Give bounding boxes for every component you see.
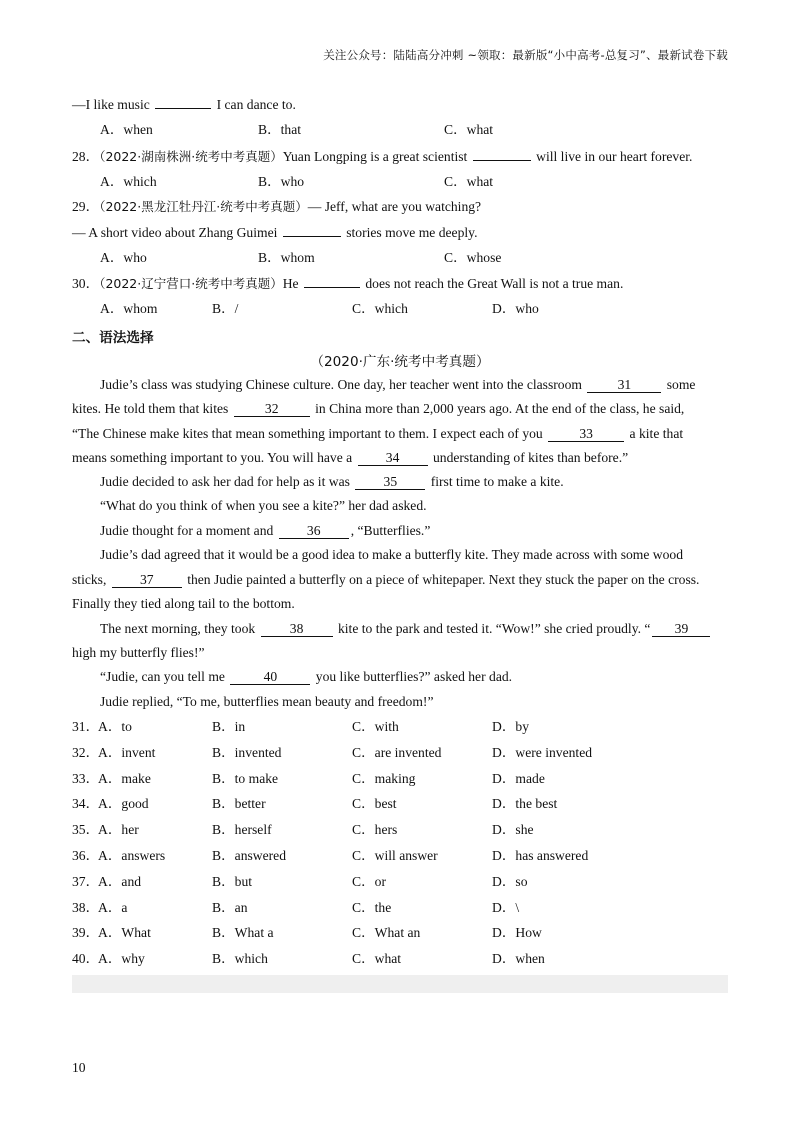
question-source: （2022·辽宁营口·统考中考真题） — [99, 276, 283, 291]
passage-line — [72, 449, 628, 467]
option-row-number: 33． — [72, 770, 100, 786]
blank-34: 34 — [358, 451, 428, 466]
question-number: 28． — [72, 149, 100, 164]
passage-text: then Judie painted a butterfly on a piece of whitepaper. Next they stuck the paper on the cross. — [187, 572, 700, 587]
option-row-number: 39． — [72, 925, 100, 941]
question-29 — [72, 198, 481, 216]
option-d: D．by — [492, 719, 530, 734]
option-a: A．good — [98, 796, 149, 812]
option-a: A．invent — [98, 744, 156, 760]
passage-text: Judie’s class was studying Chinese culture. One day, her teacher went into the classroom — [100, 377, 582, 392]
passage-text: means something important to you. You will have a — [72, 450, 353, 465]
passage-line — [100, 473, 564, 491]
blank-36: 36 — [279, 524, 349, 539]
blank-32: 32 — [234, 402, 310, 417]
passage-source: （2020·广东·统考中考真题） — [310, 354, 490, 370]
blank-40: 40 — [230, 670, 310, 685]
option-c: C．are invented — [352, 744, 442, 760]
passage-text: sticks, — [72, 572, 107, 587]
passage-text: first time to make a kite. — [430, 474, 564, 489]
question-text: — A short video about Zhang Guimei — [72, 225, 278, 240]
option-c: C．what — [444, 122, 494, 137]
option-a: A．which — [100, 174, 157, 189]
passage-text: Judie thought for a moment and — [100, 523, 274, 538]
option-a: A．who — [100, 250, 147, 265]
passage-text: Judie decided to ask her dad for help as it was — [100, 474, 350, 489]
option-d: D．made — [492, 770, 545, 786]
footer-bar — [72, 975, 728, 993]
passage-text: some — [666, 377, 696, 392]
question-number: 29． — [72, 199, 100, 214]
question-text: stories move me deeply. — [346, 225, 478, 240]
question-28 — [72, 147, 692, 166]
option-b: B．who — [258, 174, 305, 189]
option-d: D．who — [492, 301, 539, 316]
answer-blank — [473, 147, 531, 161]
passage-text: in China more than 2,000 years ago. At the end of the class, he said, — [315, 401, 685, 416]
option-b: B．in — [212, 719, 246, 734]
passage-text: “The Chinese make kites that mean something important to them. I expect each of you — [72, 426, 543, 441]
answer-blank — [155, 95, 211, 109]
option-b: B．which — [212, 951, 268, 967]
option-c: C．hers — [352, 822, 398, 838]
option-c: C．or — [352, 873, 386, 889]
option-c: C．whose — [444, 250, 502, 265]
question-30 — [72, 274, 623, 293]
option-a: A．her — [98, 822, 139, 838]
option-b: B．better — [212, 796, 266, 812]
passage-line — [72, 571, 699, 589]
option-a: A．What — [98, 925, 151, 941]
passage-line — [100, 376, 695, 394]
option-a: A．answers — [98, 848, 166, 863]
passage-line — [72, 400, 684, 418]
passage-line: “What do you think of when you see a kite?” her dad asked. — [100, 498, 427, 513]
answer-blank — [304, 274, 360, 288]
option-row-number: 37． — [72, 873, 100, 889]
option-d: D．\ — [492, 899, 520, 915]
blank-33: 33 — [548, 427, 624, 442]
question-source: （2022·湖南株洲·统考中考真题） — [99, 149, 283, 164]
question-source: （2022·黑龙江牡丹江·统考中考真题） — [99, 199, 308, 214]
option-b: B．answered — [212, 848, 286, 863]
passage-line — [100, 668, 512, 686]
option-b: B．herself — [212, 822, 272, 838]
option-d: D．How — [492, 925, 542, 941]
passage-line — [100, 522, 430, 540]
question-29-line2 — [72, 223, 477, 242]
option-d: D．when — [492, 951, 545, 967]
option-b: B．/ — [212, 301, 239, 316]
question-text: — Jeff, what are you watching? — [307, 199, 482, 214]
option-c: C．what — [352, 951, 402, 967]
option-b: B．but — [212, 873, 253, 889]
page-number: 10 — [72, 1060, 86, 1075]
option-row-number: 34． — [72, 796, 100, 812]
passage-line: Judie’s dad agreed that it would be a good idea to make a butterfly kite. They made across with some wood — [100, 547, 683, 562]
option-a: A．whom — [100, 301, 158, 316]
passage-line: Judie replied, “To me, butterflies mean beauty and freedom!” — [100, 694, 434, 709]
option-c: C．making — [352, 770, 416, 786]
blank-38: 38 — [261, 622, 333, 637]
passage-text: The next morning, they took — [100, 621, 256, 636]
option-c: C．best — [352, 796, 397, 812]
option-d: D．were invented — [492, 744, 593, 760]
option-row-number: 32． — [72, 744, 100, 760]
blank-39: 39 — [652, 622, 710, 637]
passage-text: kites. He told them that kites — [72, 401, 229, 416]
passage-text: understanding of kites than before.” — [432, 450, 629, 465]
option-c: C．which — [352, 301, 408, 316]
option-c: C．will answer — [352, 848, 438, 863]
option-d: D．has answered — [492, 848, 589, 863]
question-text: does not reach the Great Wall is not a true man. — [365, 276, 624, 291]
option-row-number: 40． — [72, 951, 100, 967]
blank-35: 35 — [355, 475, 425, 490]
question-number: 30． — [72, 276, 100, 291]
answer-blank — [283, 223, 341, 237]
option-b: B．to make — [212, 770, 279, 786]
option-row-number: 38． — [72, 899, 100, 915]
passage-text: you like butterflies?” asked her dad. — [315, 669, 513, 684]
option-c: C．What an — [352, 925, 421, 941]
question-text: will live in our heart forever. — [536, 149, 693, 164]
question-27-line — [72, 95, 296, 114]
option-d: D．she — [492, 822, 534, 838]
option-row-number: 31． — [72, 719, 100, 734]
question-text: —I like music — [72, 97, 150, 112]
passage-text: , “Butterflies.” — [350, 523, 431, 538]
option-a: A．make — [98, 770, 151, 786]
option-a: A．why — [98, 951, 145, 967]
option-b: B．whom — [258, 250, 315, 265]
option-a: A．and — [98, 873, 142, 889]
option-d: D．the best — [492, 796, 558, 812]
passage-line — [72, 425, 683, 443]
question-text: I can dance to. — [216, 97, 296, 112]
passage-text: “Judie, can you tell me — [100, 669, 225, 684]
page-header: 关注公众号：陆陆高分冲刺 ~领取：最新版“小中高考-总复习”、最新试卷下载 — [323, 48, 728, 62]
option-b: B．an — [212, 899, 248, 915]
option-a: A．a — [98, 899, 128, 915]
option-c: C．what — [444, 174, 494, 189]
passage-text: kite to the park and tested it. “Wow!” she cried proudly. “ — [337, 621, 651, 636]
question-text: He — [282, 276, 299, 291]
passage-text: a kite that — [629, 426, 684, 441]
option-a: A．to — [98, 719, 132, 734]
option-row-number: 36． — [72, 848, 100, 863]
option-a: A．when — [100, 122, 153, 137]
blank-37: 37 — [112, 573, 182, 588]
option-d: D．so — [492, 873, 528, 889]
passage-line: high my butterfly flies!” — [72, 645, 205, 660]
option-b: B．invented — [212, 744, 282, 760]
option-b: B．What a — [212, 925, 274, 941]
option-c: C．the — [352, 899, 392, 915]
question-text: Yuan Longping is a great scientist — [282, 149, 468, 164]
section-title: 二、语法选择 — [72, 330, 154, 346]
option-b: B．that — [258, 122, 302, 137]
passage-line: Finally they tied along tail to the bottom. — [72, 596, 295, 611]
blank-31: 31 — [587, 378, 661, 393]
option-c: C．with — [352, 719, 399, 734]
passage-line — [100, 620, 712, 638]
option-row-number: 35． — [72, 822, 100, 838]
